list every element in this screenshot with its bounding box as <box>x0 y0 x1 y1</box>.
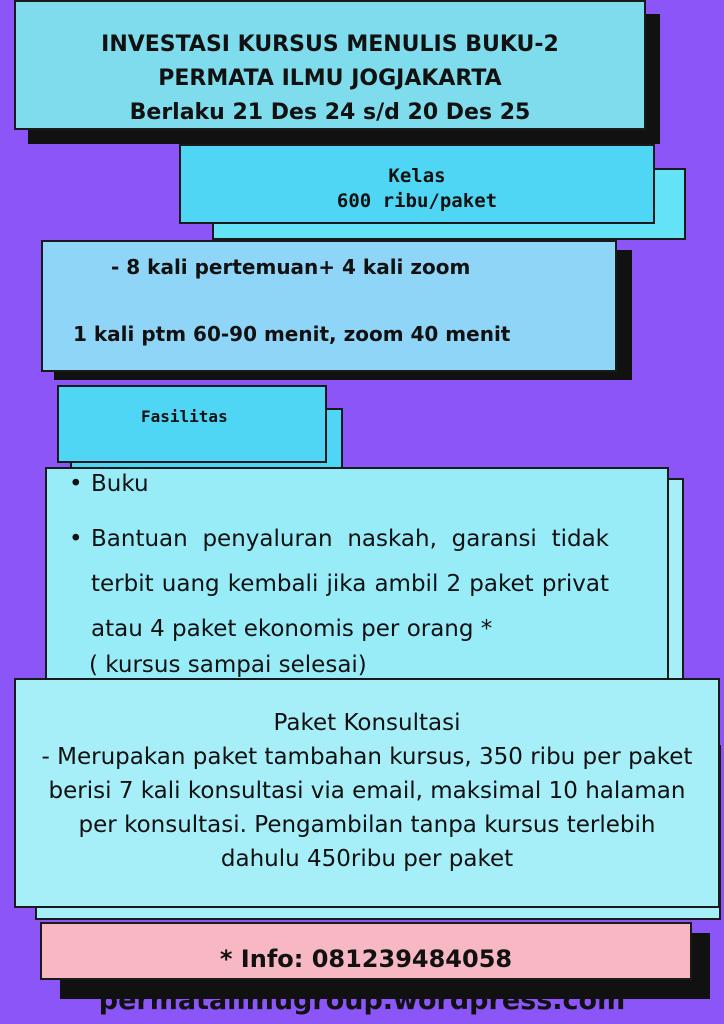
schedule-meetings: - 8 kali pertemuan+ 4 kali zoom <box>111 255 471 279</box>
title-line-2: PERMATA ILMU JOGJAKARTA <box>158 66 502 91</box>
list-item-text: Buku <box>91 471 149 497</box>
konsultasi-title: Paket Konsultasi <box>273 710 461 736</box>
title-line-1: INVESTASI KURSUS MENULIS BUKU-2 <box>101 32 559 57</box>
kelas-card <box>179 144 655 224</box>
kelas-label: Kelas <box>388 165 446 187</box>
bullet-icon: • <box>69 471 83 497</box>
website-link[interactable]: permatailmugroup.wordpress.com <box>98 985 626 1016</box>
validity-period: Berlaku 21 Des 24 s/d 20 Des 25 <box>129 100 531 125</box>
schedule-card <box>41 240 617 372</box>
konsultasi-card <box>14 678 720 908</box>
list-item <box>69 471 149 497</box>
bullet-icon: • <box>69 526 83 552</box>
fasilitas-heading: Fasilitas <box>57 385 327 463</box>
list-item <box>69 517 609 652</box>
info-contact: * Info: 081239484058 <box>40 922 692 980</box>
facility-list <box>45 467 669 695</box>
facility-note: ( kursus sampai selesai) <box>89 652 367 678</box>
list-item-text: Bantuan penyaluran naskah, garansi tidak terbit uang kembali jika ambil 2 paket privat atau 4 paket ekonomis per orang * <box>91 526 609 642</box>
konsultasi-body: - Merupakan paket tambahan kursus, 350 ribu per paket berisi 7 kali konsultasi via email, maksimal 10 halaman per konsultasi. Pengambilan tanpa kursus terlebih dahulu 450ribu per paket <box>41 744 693 872</box>
title-banner <box>14 0 646 130</box>
schedule-duration: 1 kali ptm 60-90 menit, zoom 40 menit <box>73 322 511 346</box>
kelas-price: 600 ribu/paket <box>336 190 498 212</box>
